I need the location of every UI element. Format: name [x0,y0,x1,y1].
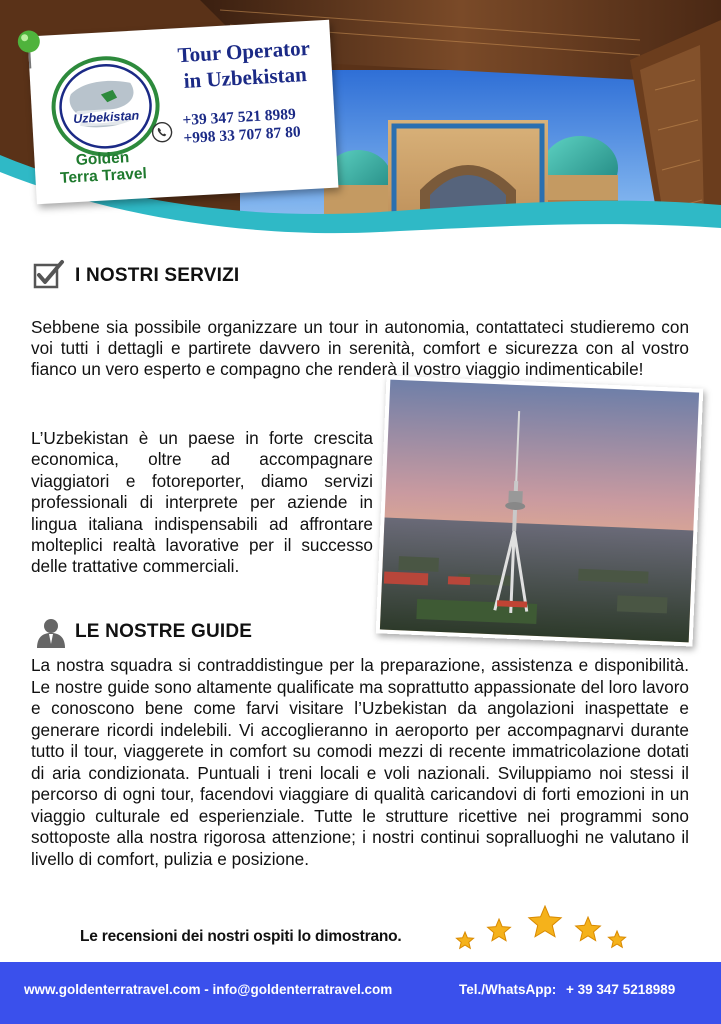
phone-icon [150,121,173,144]
star-icon [488,919,511,941]
services-paragraph-1: Sebbene sia possibile organizzare un tour in autonomia, contattateci studieremo con voi tutti i dettagli e partirete davvero in serenità, comfort e sicurezza con al vostro fianco un vero esperto e compagno che renderà il vostro viaggio indimenticabile! [31,317,689,379]
footer-contact[interactable]: www.goldenterratravel.com - info@goldenterratravel.com [24,982,393,997]
star-icon [608,931,625,947]
services-title: I NOSTRI SERVIZI [75,265,240,286]
brand-line-1: Golden [75,149,130,170]
footer-phone-number[interactable]: + 39 347 5218989 [566,982,676,997]
company-logo [47,51,165,161]
business-card [28,20,339,205]
logo-text: Uzbekistan [72,108,140,127]
footer-phone[interactable] [459,982,675,997]
card-title: Tour Operator in Uzbekistan [176,35,311,93]
star-icon [576,917,601,941]
guides-title: LE NOSTRE GUIDE [75,621,253,642]
brand-name [42,147,164,188]
pushpin-icon [13,28,45,72]
guide-person-icon [34,617,68,649]
star-icon [529,906,561,937]
star-icon [456,932,473,948]
services-paragraph-2: L’Uzbekistan è un paese in forte crescita economica, oltre ad accompagnare viaggiatori e fotoreporter, diamo servizi professionali di interprete per aziende in lingua italiana indispensabili ad affrontare molteplici realtà lavorative per il successo delle trattative commerciali. [31,428,373,577]
brand-line-2: Terra Travel [59,165,148,187]
phone-uzbekistan[interactable]: +998 33 707 87 80 [183,123,302,148]
tashkent-tower-photo [376,375,704,646]
guides-paragraph: La nostra squadra si contraddistingue per la preparazione, assistenza e disponibilità. Le nostre guide sono altamente qualificate ma soprattutto appassionate del loro lavoro e conoscono bene come farvi visitare l’Uzbekistan da angolazioni inaspettate e generare ricordi indelebili. Vi accoglieranno in aeroporto per accompagnarvi durante tutto il tour, viaggerete in comfort su comodi mezzi di recente immatricolazione dotati di aria condizionata. Puntuali i treni locali e voli nazionali. Sviluppiamo noi stessi il percorso di ogni tour, facendovi viaggiare di qualità caricandovi di forti emozioni in un viaggio culturale ed esperienziale. Tutte le strutture ricettive nei programmi sono sottoposte alla nostra rigorosa attenzione; i nostri continui sopralluoghi ne valutano il livello di comfort, pulizia e posizione. [31,655,689,869]
footer-bar [0,962,721,1024]
reviews-text: Le recensioni dei nostri ospiti lo dimostrano. [80,928,402,945]
footer-phone-label: Tel./WhatsApp: [459,982,557,997]
rating-stars [455,905,631,953]
phone-numbers [182,106,301,148]
checkbox-icon [32,259,70,291]
phone-italy[interactable]: +39 347 521 8989 [182,105,297,130]
